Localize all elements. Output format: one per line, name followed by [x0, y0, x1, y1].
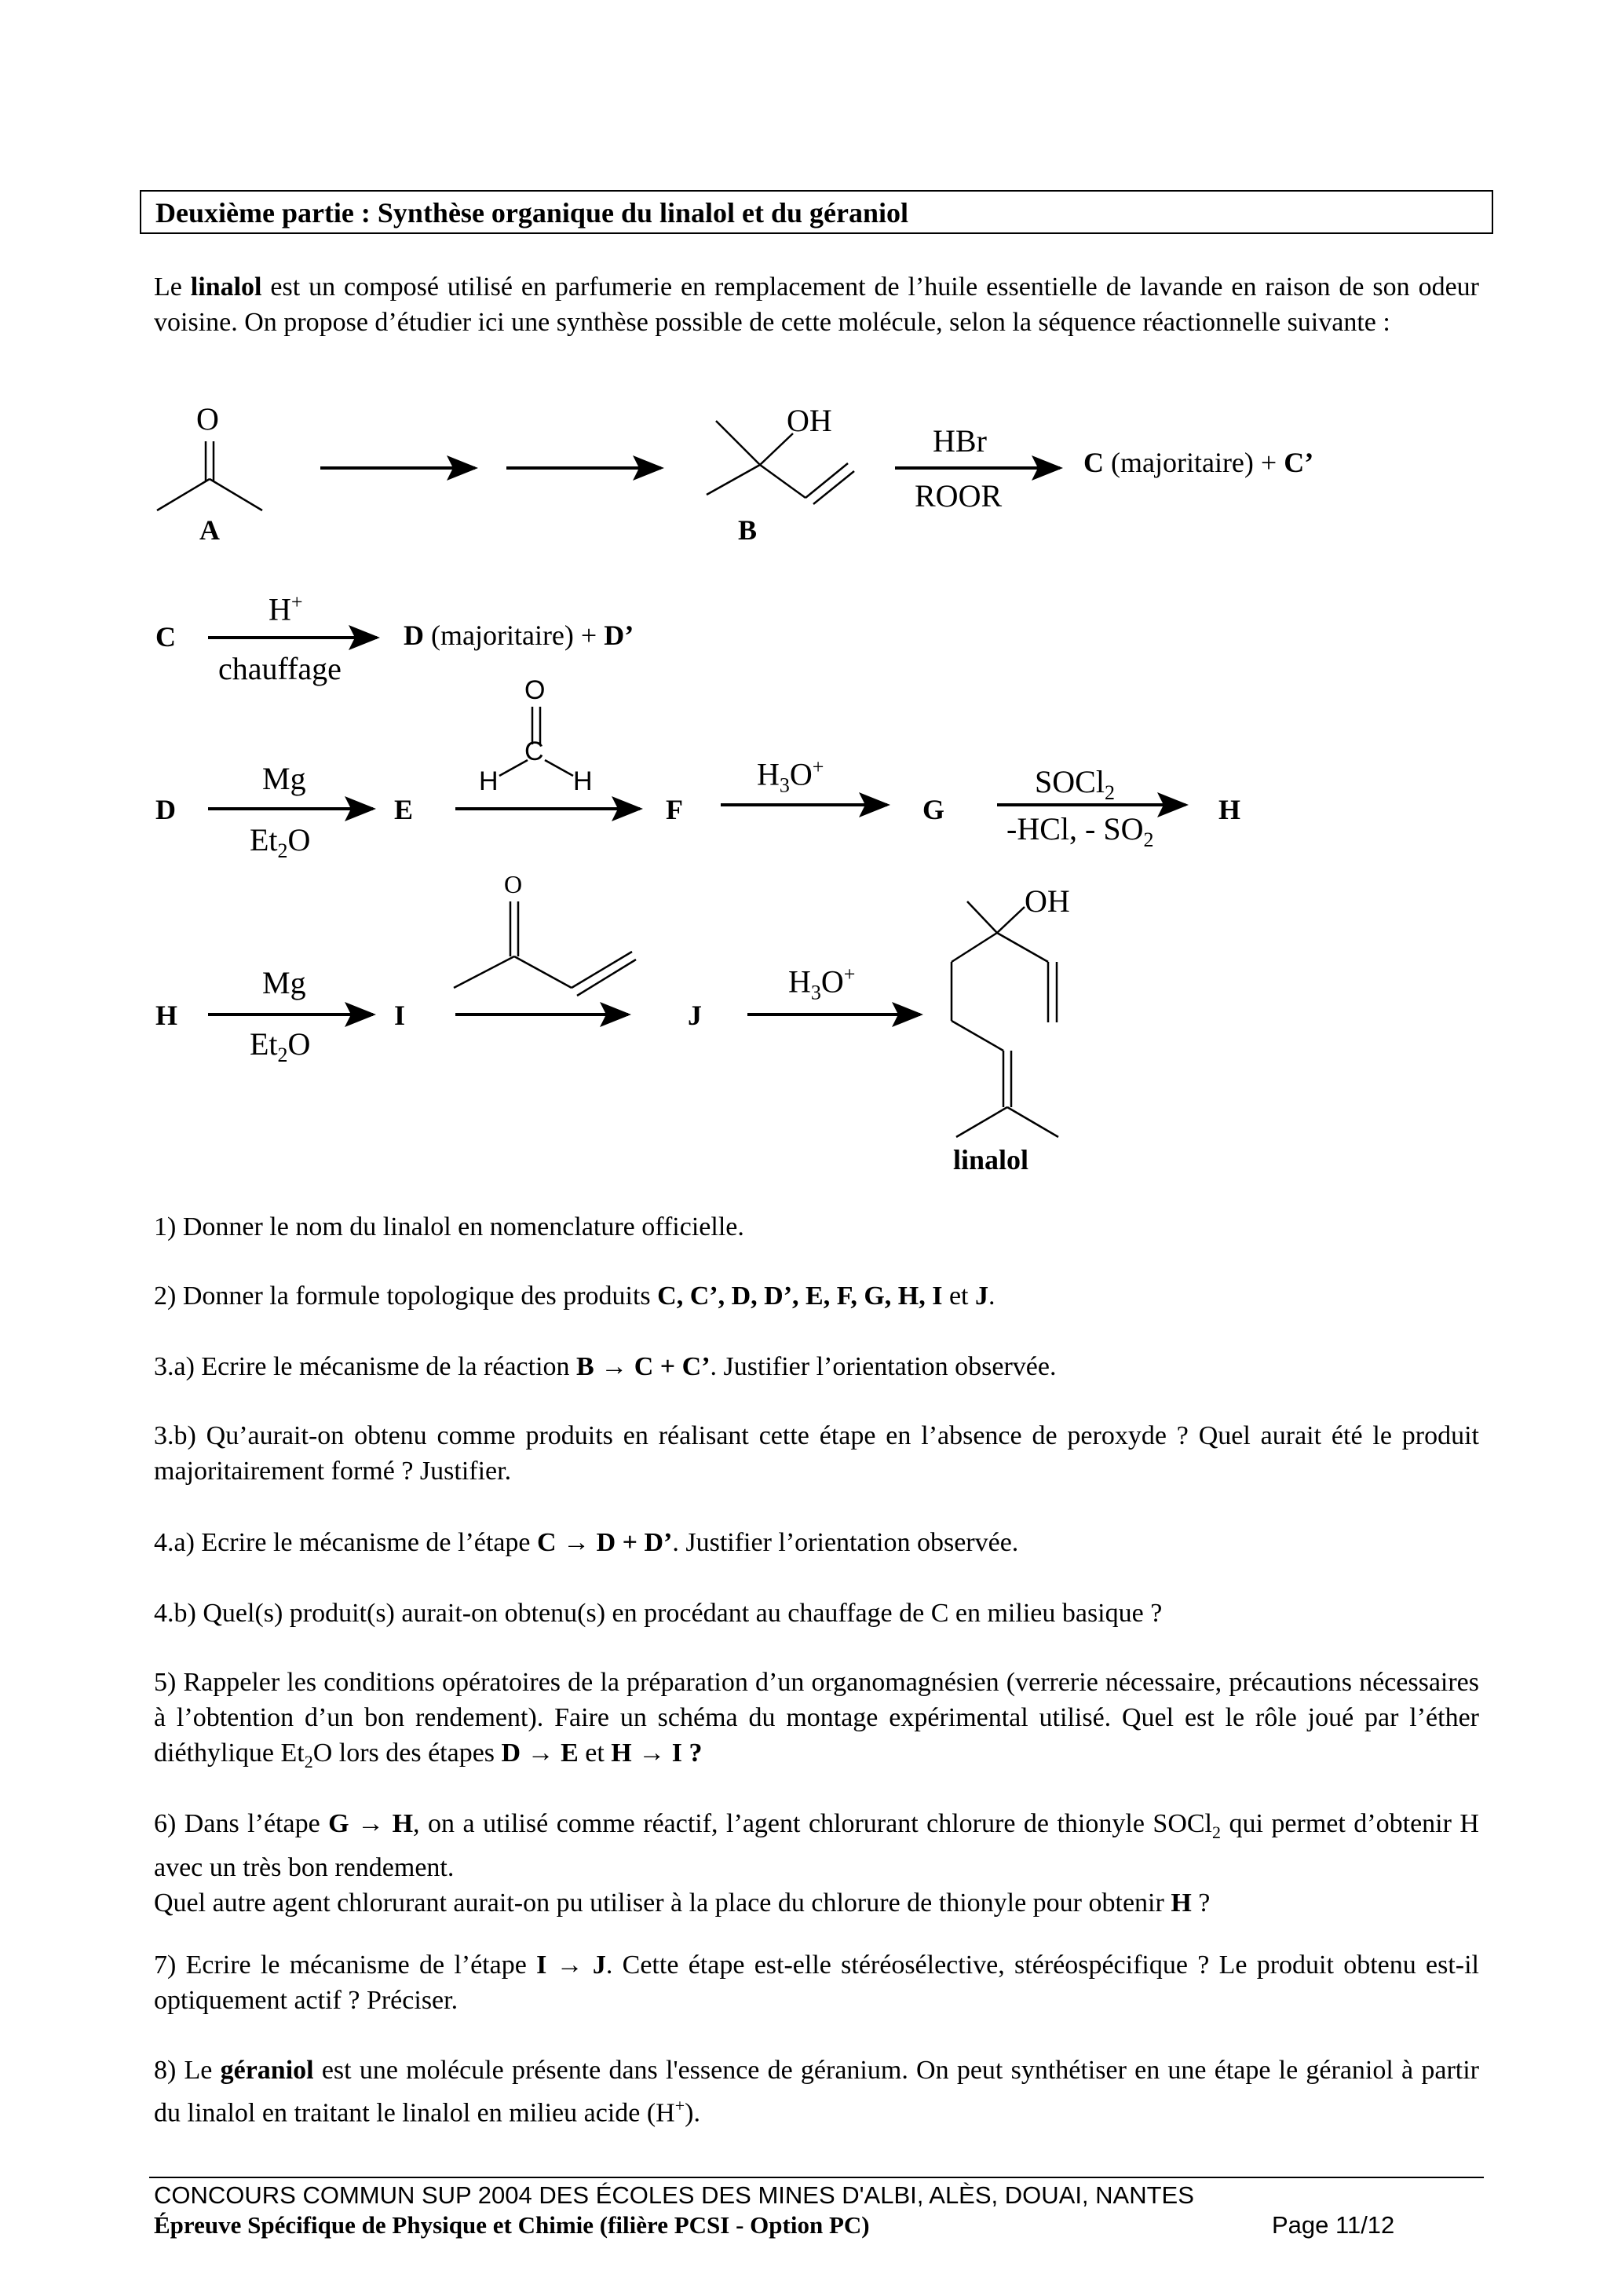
- lin-methyl-2: [1007, 1107, 1058, 1137]
- section-title: Deuxième partie : Synthèse organique du linalol et du géraniol: [155, 197, 909, 229]
- question-8: 8) Le géraniol est une molécule présente dans l'essence de géranium. On peut synthétiser en une étape le géraniol à partir du linalol en traitant le linalol en milieu acide (H+).: [154, 2056, 1479, 2128]
- b-bond-methyl1: [716, 421, 760, 465]
- byproducts: -HCl, - $SO_2$: [1006, 811, 1154, 851]
- label-d: D: [155, 794, 176, 825]
- intro-text-1: Le: [154, 272, 191, 302]
- lin-chain-1: [952, 933, 997, 962]
- ald-o: O: [524, 675, 546, 705]
- ald-c: C: [524, 737, 544, 766]
- question-3b: 3.b) Qu’aurait-on obtenu comme produits en réalisant cette étape en l’absence de peroxyde ? Quel aurait été le produit majoritairement formé ? Justifier.: [154, 1421, 1479, 1486]
- label-i: I: [394, 1000, 406, 1031]
- reagent-roor: ROOR: [915, 478, 1003, 514]
- question-4b: 4.b) Quel(s) produit(s) aurait-on obtenu(s) en procédant au chauffage de C en milieu basique ?: [154, 1599, 1163, 1628]
- intro-text-2: est un composé utilisé en parfumerie en remplacement de l’huile essentielle de lavande en raison de son odeur voisine. On propose d’étudier ici une synthèse possible de cette molécule, selon la séquence réactionnelle suivante :: [154, 272, 1480, 337]
- b-bond-vinyl: [760, 465, 806, 498]
- reagent-socl2: SOCl$_2$: [1035, 764, 1115, 804]
- linalol-oh: OH: [1025, 883, 1070, 919]
- acetone-bond-right: [210, 479, 262, 510]
- reagent-et2o-1: $Et_2O$: [250, 822, 311, 862]
- lin-methyl-1: [956, 1107, 1007, 1137]
- intro-linalol: linalol: [190, 272, 262, 302]
- footer-concours: CONCOURS COMMUN SUP 2004 DES ÉCOLES DES MINES D'ALBI, ALÈS, DOUAI, NANTES: [154, 2181, 1194, 2209]
- mvk-bond-1: [454, 956, 514, 988]
- label-h-row3: H: [1218, 794, 1241, 825]
- ald-h-right: H: [573, 766, 593, 796]
- label-h-row4: H: [155, 1000, 178, 1031]
- acetone-o: O: [196, 401, 219, 437]
- label-a: A: [199, 514, 220, 546]
- question-1: 1) Donner le nom du linalol en nomenclature officielle.: [154, 1212, 744, 1241]
- b-bond-methyl2: [707, 465, 760, 495]
- reagent-h-plus: H+: [269, 590, 303, 627]
- footer-epreuve: Épreuve Spécifique de Physique et Chimie (filière PCSI - Option PC): [154, 2211, 870, 2239]
- label-f: F: [666, 794, 683, 825]
- question-2: 2) Donner la formule topologique des produits C, C’, D, D’, E, F, G, H, I et J.: [154, 1281, 995, 1311]
- reagent-chauffage: chauffage: [218, 651, 342, 686]
- footer-rule: [149, 2177, 1484, 2178]
- b-oh: OH: [787, 403, 832, 438]
- lin-bond-oh: [997, 907, 1025, 933]
- footer-page: Page 11/12: [1272, 2211, 1395, 2239]
- products-d: D (majoritaire) + D’: [404, 620, 634, 651]
- lin-bond-vinyl: [997, 933, 1048, 962]
- lin-bond-methyl: [967, 901, 997, 933]
- reagent-mg-1: Mg: [262, 761, 306, 796]
- label-j: J: [688, 1000, 702, 1031]
- label-e: E: [394, 794, 414, 825]
- question-3a: 3.a) Ecrire le mécanisme de la réaction B → C + C’. Justifier l’orientation observée.: [154, 1352, 1057, 1381]
- label-b: B: [738, 514, 758, 546]
- reagent-h3o-2: $H_3O^+$: [788, 963, 856, 1004]
- reagent-et2o-2: $Et_2O$: [250, 1026, 311, 1066]
- lin-chain-3: [952, 1021, 1003, 1051]
- label-g: G: [922, 794, 945, 825]
- mvk-bond-2: [514, 956, 572, 988]
- ketone-o: O: [504, 870, 523, 898]
- question-4a: 4.a) Ecrire le mécanisme de l’étape C → D + D’. Justifier l’orientation observée.: [154, 1528, 1019, 1557]
- reagent-hbr: HBr: [933, 423, 987, 459]
- label-linalol: linalol: [953, 1144, 1029, 1175]
- products-c: C (majoritaire) + C’: [1083, 447, 1314, 478]
- acetone-bond-left: [157, 479, 210, 510]
- ald-ch-bond-1: [499, 760, 528, 776]
- question-7: 7) Ecrire le mécanisme de l’étape I → J. Cette étape est-elle stéréosélective, stéréospécifique ? Le produit obtenu est-il optiquement actif ? Préciser.: [154, 1951, 1480, 2015]
- ald-ch-bond-2: [545, 760, 573, 776]
- question-5: 5) Rappeler les conditions opératoires de la préparation d’un organomagnésien (verrerie nécessaire, précautions nécessaires à l’obtention d’un bon rendement). Faire un schéma du montage expérimental utilisé. Quel est le rôle joué par l’éther diéthylique $Et_2O$ lors des étapes D → E et H → I ?: [154, 1668, 1479, 1771]
- label-c: C: [155, 621, 176, 653]
- question-6: 6) Dans l’étape G → H, on a utilisé comme réactif, l’agent chlorurant chlorure de thionyle SOCl$_2$ qui permet d’obtenir H avec un très bon rendement. Quel autre agent chlorurant aurait-on pu utiliser à la place du chlorure de thionyle pour obtenir H ?: [154, 1809, 1479, 1918]
- reagent-mg-2: Mg: [262, 965, 306, 1000]
- reagent-h3o-1: $H_3O^+$: [757, 755, 824, 797]
- mvk-vinyl-1: [572, 952, 632, 988]
- ald-h-left: H: [479, 766, 499, 796]
- mvk-vinyl-2: [577, 960, 636, 996]
